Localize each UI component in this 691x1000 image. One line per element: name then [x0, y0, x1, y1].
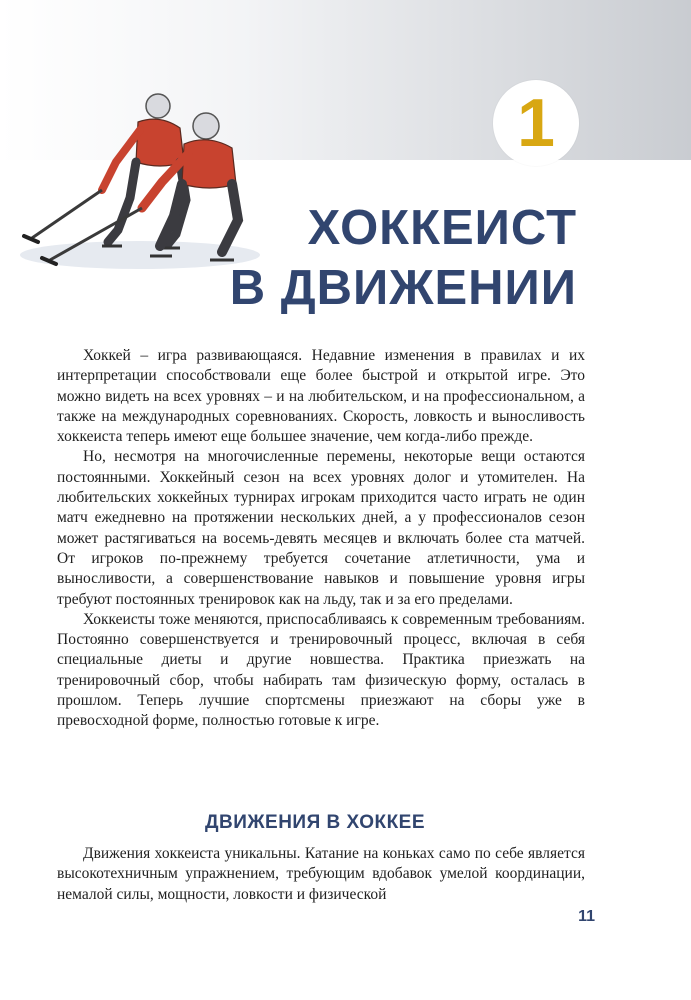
hockey-player-back [24, 94, 186, 248]
paragraph-2: Но, несмотря на многочисленные перемены, некоторые вещи остаются постоянными. Хоккейный сезон на всех уровнях долог и утомителен. На любительских хоккейных турнирах игрокам приходится часто играть не один матч ежедневно на протяжении нескольких дней, а у профессионалов сезон может растягиваться на восемь-девять месяцев и включать более ста матчей. От игроков по-прежнему требуется сочетание атлетичности, ума и выносливости, а совершенствование навыков и повышение уровня игры требуют постоянных тренировок как на льду, так и за его пределами. [57, 448, 585, 608]
paragraph-3: Хоккеисты тоже меняются, приспосабливаясь к современным требованиям. Постоянно совершенствуется и тренировочный процесс, включая в себя специальные диеты и другие новшества. Практика приезжать на тренировочный сбор, чтобы набирать там физическую форму, осталась в прошлом. Теперь лучшие спортсмены приезжают на сборы уже в превосходной форме, полностью готовые к игре. [57, 610, 585, 730]
chapter-title-line-2: В ДВИЖЕНИИ [229, 261, 577, 315]
section-paragraph: Движения хоккеиста уникальны. Катание на коньках само по себе является высокотехничным упражнением, требующим вдобавок умелой координации, немалой силы, мощности, ловкости и физической [57, 845, 585, 903]
section-heading: ДВИЖЕНИЯ В ХОККЕЕ [204, 812, 426, 833]
section-text [57, 844, 585, 905]
page-number: 11 [578, 908, 595, 925]
intro-text [57, 346, 585, 732]
chapter-number: 1 [517, 85, 555, 161]
chapter-number-badge [493, 80, 579, 166]
chapter-title-line-1: ХОККЕИСТ [307, 201, 577, 255]
chapter-title [230, 198, 577, 318]
paragraph-1: Хоккей – игра развивающаяся. Недавние изменения в правилах и их интерпретации способствовали еще более быстрой и открытой игре. Это можно видеть на всех уровнях – и на любительском, и на профессиональном, а также на международных соревнованиях. Скорость, ловкость и выносливость хоккеиста теперь имеют еще большее значение, чем когда-либо прежде. [57, 347, 585, 446]
